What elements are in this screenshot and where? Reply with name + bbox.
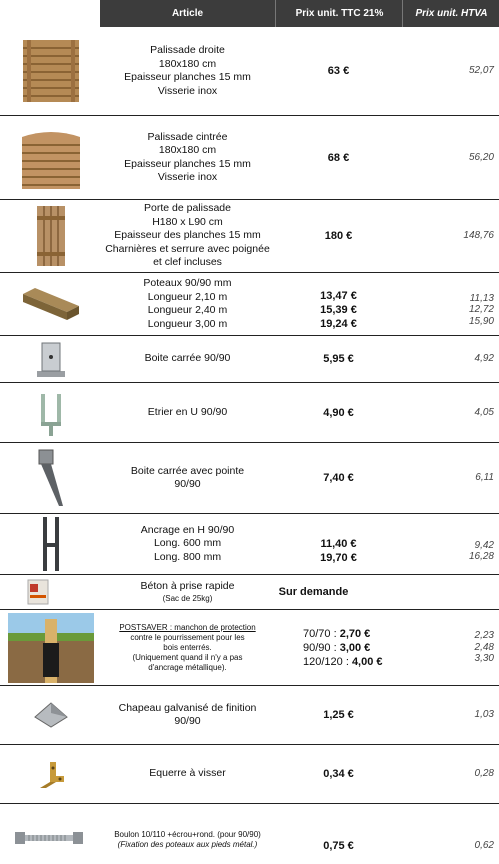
price-htva-value: 15,90 bbox=[468, 315, 494, 327]
article-line: Long. 800 mm bbox=[153, 550, 222, 563]
price-ttc-value: 63 € bbox=[327, 65, 350, 77]
article-line: Epaisseur planches 15 mm bbox=[124, 157, 251, 170]
table-row bbox=[0, 336, 499, 383]
table-row bbox=[0, 575, 499, 610]
price-ttc-value: Sur demande bbox=[278, 586, 349, 598]
article-line: Longueur 3,00 m bbox=[147, 317, 228, 330]
article-line: (Sac de 25kg) bbox=[162, 593, 213, 603]
wooden-post-icon bbox=[6, 286, 96, 322]
article-description bbox=[100, 27, 275, 115]
price-ttc bbox=[275, 336, 402, 382]
article-line: (Uniquement quand il n'y a pas bbox=[132, 652, 243, 662]
header-prix-ttc: Prix unit. TTC 21% bbox=[275, 0, 403, 27]
price-htva-value: 1,03 bbox=[474, 709, 494, 721]
price-ttc-value: 68 € bbox=[327, 151, 350, 164]
price-ttc-value: 180 € bbox=[324, 230, 353, 242]
table-row bbox=[0, 443, 499, 514]
price-htva-value: 0,62 bbox=[474, 840, 494, 852]
price-htva bbox=[402, 686, 494, 744]
table-row bbox=[0, 200, 499, 273]
postsaver-sleeve-icon bbox=[8, 613, 94, 683]
price-ttc bbox=[275, 116, 402, 199]
price-htva bbox=[402, 610, 494, 685]
price-htva-value: 4,92 bbox=[474, 353, 494, 365]
bolt-icon bbox=[6, 830, 96, 846]
price-ttc bbox=[275, 610, 402, 685]
article-line: Ancrage en H 90/90 bbox=[140, 523, 235, 536]
price-ttc-value: 1,25 € bbox=[323, 709, 354, 721]
article-line: Béton à prise rapide bbox=[140, 580, 235, 593]
table-row bbox=[0, 273, 499, 336]
price-ttc bbox=[275, 745, 402, 803]
price-htva bbox=[402, 27, 494, 115]
article-line: Boite carrée avec pointe bbox=[130, 464, 245, 477]
price-ttc-value: 11,40 € bbox=[320, 538, 357, 550]
price-htva-value: 12,72 bbox=[468, 304, 494, 316]
article-description bbox=[100, 200, 275, 272]
article-line: 90/90 bbox=[174, 715, 201, 727]
article-line: Palissade droite bbox=[150, 44, 225, 56]
table-row bbox=[0, 745, 499, 804]
article-line: Palissade cintrée bbox=[147, 130, 228, 143]
article-line: Visserie inox bbox=[157, 171, 218, 183]
price-ttc-value: 15,39 € bbox=[320, 304, 357, 316]
article-line: H180 x L90 cm bbox=[152, 215, 223, 228]
price-ttc-value: 19,24 € bbox=[320, 318, 357, 330]
price-htva-value: 9,42 bbox=[474, 539, 494, 551]
article-line: Visserie inox bbox=[157, 84, 218, 97]
price-htva-value: 2,48 bbox=[474, 641, 494, 653]
price-ttc-value: 7,40 € bbox=[323, 472, 354, 484]
price-htva-value: 11,13 bbox=[469, 292, 494, 304]
article-description bbox=[100, 116, 275, 199]
price-htva-value: 6,11 bbox=[475, 472, 494, 484]
price-ttc bbox=[275, 383, 402, 442]
article-line: Etrier en U 90/90 bbox=[147, 405, 228, 418]
table-row bbox=[0, 686, 499, 745]
price-htva-value: 4,05 bbox=[474, 406, 494, 418]
article-description bbox=[100, 804, 275, 862]
price-ttc-value: 4,00 € bbox=[351, 655, 383, 668]
table-header bbox=[100, 0, 499, 27]
header-article: Article bbox=[171, 8, 204, 19]
table-row bbox=[0, 27, 499, 116]
price-ttc bbox=[275, 514, 402, 574]
article-line: 180x180 cm bbox=[158, 144, 217, 156]
article-line: Charnières et serrure avec poignée bbox=[105, 242, 270, 255]
straight-fence-panel-icon bbox=[6, 40, 96, 102]
price-htva-value: 3,30 bbox=[474, 653, 494, 665]
price-ttc bbox=[275, 686, 402, 744]
article-line: et clef incluses bbox=[153, 256, 222, 269]
price-ttc bbox=[275, 804, 402, 862]
price-ttc bbox=[275, 200, 402, 272]
price-htva bbox=[402, 200, 494, 272]
table-row bbox=[0, 804, 499, 862]
price-htva-value: 56,20 bbox=[468, 151, 494, 163]
square-post-base-icon bbox=[6, 339, 96, 379]
article-description bbox=[100, 686, 275, 744]
price-ttc-value: 4,90 € bbox=[323, 406, 354, 419]
price-htva-value: 0,28 bbox=[474, 768, 494, 780]
article-description bbox=[100, 514, 275, 574]
price-htva bbox=[402, 804, 494, 862]
price-htva bbox=[402, 116, 494, 199]
price-htva bbox=[402, 336, 494, 382]
fence-gate-icon bbox=[6, 206, 96, 266]
table-row bbox=[0, 610, 499, 686]
article-line: Longueur 2,10 m bbox=[147, 290, 228, 303]
price-htva bbox=[402, 273, 494, 335]
size-label: 70/70 : bbox=[303, 627, 337, 640]
angle-bracket-icon bbox=[6, 758, 96, 790]
price-htva bbox=[402, 575, 494, 609]
post-cap-icon bbox=[6, 699, 96, 731]
price-htva bbox=[402, 443, 494, 513]
price-ttc-value: 13,47 € bbox=[320, 290, 357, 302]
curved-fence-panel-icon bbox=[6, 127, 96, 189]
price-htva-value: 16,28 bbox=[468, 551, 494, 562]
price-htva-value: 52,07 bbox=[468, 65, 494, 77]
article-line: Boulon 10/110 +écrou+rond. (pour 90/90) bbox=[114, 830, 261, 839]
article-line: Epaisseur planches 15 mm bbox=[124, 71, 251, 83]
h-anchor-icon bbox=[6, 517, 96, 571]
u-bracket-icon bbox=[6, 390, 96, 436]
price-htva-value: 148,76 bbox=[463, 230, 494, 242]
size-label: 90/90 : bbox=[303, 641, 337, 654]
article-line: bois enterrés. bbox=[163, 642, 212, 652]
price-ttc bbox=[275, 273, 402, 335]
article-line: (Fixation des poteaux aux pieds métal.) bbox=[117, 840, 258, 849]
concrete-bag-icon bbox=[26, 579, 50, 605]
article-description bbox=[100, 745, 275, 803]
article-description bbox=[100, 273, 275, 335]
price-ttc bbox=[275, 443, 402, 513]
price-ttc bbox=[275, 27, 402, 115]
price-ttc-value: 0,34 € bbox=[323, 768, 354, 780]
article-description bbox=[100, 336, 275, 382]
article-line: Chapeau galvanisé de finition bbox=[118, 701, 257, 714]
article-line: POSTSAVER : manchon de protection bbox=[119, 622, 256, 632]
article-line: Equerre à visser bbox=[149, 767, 226, 780]
article-line: 180x180 cm bbox=[158, 57, 217, 70]
price-htva bbox=[402, 383, 494, 442]
size-label: 120/120 : bbox=[303, 655, 349, 668]
article-line: Boite carrée 90/90 bbox=[144, 352, 231, 365]
article-description bbox=[100, 383, 275, 442]
price-ttc-value: 2,70 € bbox=[339, 627, 371, 640]
price-ttc-value: 5,95 € bbox=[323, 353, 354, 365]
price-ttc-value: 19,70 € bbox=[320, 552, 357, 564]
article-line: Porte de palissade bbox=[144, 202, 231, 215]
article-line: Epaisseur des planches 15 mm bbox=[114, 229, 261, 242]
header-prix-htva: Prix unit. HTVA bbox=[402, 0, 499, 27]
article-description bbox=[100, 575, 275, 609]
article-line: Poteaux 90/90 mm bbox=[143, 277, 232, 289]
article-description bbox=[100, 443, 275, 513]
price-htva bbox=[402, 514, 494, 574]
article-line: contre le pourrissement pour les bbox=[130, 632, 245, 642]
price-ttc bbox=[250, 575, 377, 609]
article-line: Longueur 2,40 m bbox=[147, 304, 228, 316]
spike-post-base-icon bbox=[6, 448, 96, 508]
article-description bbox=[100, 610, 275, 685]
price-htva-value: 2,23 bbox=[474, 630, 494, 642]
price-ttc-value: 3,00 € bbox=[339, 641, 371, 654]
price-ttc-value: 0,75 € bbox=[323, 840, 354, 852]
price-htva bbox=[402, 745, 494, 803]
table-row bbox=[0, 514, 499, 575]
table-row bbox=[0, 116, 499, 200]
table-row bbox=[0, 383, 499, 443]
article-line: Long. 600 mm bbox=[153, 537, 222, 550]
article-line: 90/90 bbox=[174, 478, 201, 490]
article-line: d'ancrage métallique). bbox=[148, 662, 227, 672]
